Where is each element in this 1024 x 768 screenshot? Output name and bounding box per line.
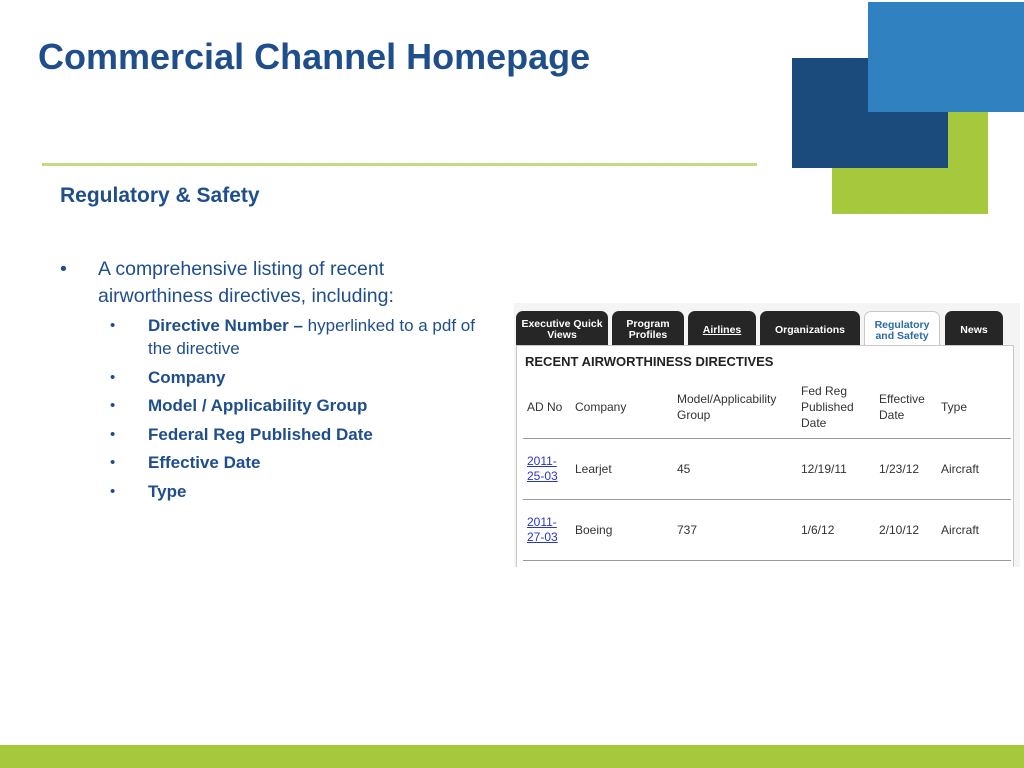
decorative-blue-square [868, 2, 1024, 112]
effective-date-cell: 1/23/12 [875, 439, 937, 500]
fed-reg-date-cell: 12/19/11 [797, 439, 875, 500]
ad-number-link[interactable]: 2011-27-03 [527, 515, 558, 544]
sub-bullet-type [60, 480, 480, 503]
title-divider [42, 163, 757, 166]
bullet-main-text: A comprehensive listing of recent airworthiness directives, including: [98, 258, 394, 307]
tab-organizations[interactable]: Organizations [760, 311, 860, 347]
sub-bullet-model [60, 394, 480, 417]
bullet-list [60, 256, 480, 508]
column-header: Type [937, 376, 1011, 439]
column-header: Effective Date [875, 376, 937, 439]
sub-bullet-bold: Model / Applicability Group [148, 396, 368, 415]
tab-airlines-label[interactable]: Airlines [702, 323, 742, 336]
footer-accent-bar [0, 745, 1024, 768]
directives-table [523, 376, 1011, 561]
column-header: Model/Applicability Group [673, 376, 797, 439]
bullet-dot-icon: • [110, 368, 116, 386]
ad-number-link[interactable]: 2011-25-03 [527, 454, 558, 483]
fed-reg-date-cell: 1/6/12 [797, 500, 875, 561]
column-header: AD No [523, 376, 571, 439]
model-cell: 737 [673, 500, 797, 561]
bullet-dot-icon: • [110, 482, 116, 500]
sub-bullet-effective-date [60, 451, 480, 474]
effective-date-cell: 2/10/12 [875, 500, 937, 561]
bullet-main [60, 256, 480, 310]
table-row [523, 439, 1011, 500]
sub-bullet-rest: hyperlinked to a pdf of the directive [148, 316, 475, 358]
tab-program-profiles[interactable]: Program Profiles [612, 311, 684, 347]
sub-bullet-bold: Federal Reg Published Date [148, 424, 373, 444]
tab-news[interactable]: News [945, 311, 1003, 347]
embedded-screenshot [514, 303, 1020, 567]
sub-bullet-bold: Effective Date [148, 453, 261, 472]
sub-bullet-bold: Directive Number – [148, 316, 303, 335]
tab-bar [514, 311, 1020, 347]
sub-bullet-bold: Type [148, 481, 187, 501]
ad-number-cell [523, 500, 571, 561]
type-cell: Aircraft [937, 500, 1011, 561]
sub-bullet-bold: Company [148, 367, 226, 387]
company-cell: Boeing [571, 500, 673, 561]
directives-panel [516, 345, 1014, 567]
panel-heading: RECENT AIRWORTHINESS DIRECTIVES [525, 354, 774, 369]
model-cell: 45 [673, 439, 797, 500]
bullet-dot-icon: • [110, 397, 116, 414]
bullet-dot-icon: • [110, 317, 116, 334]
tab-airlines[interactable] [688, 311, 756, 347]
slide-subtitle: Regulatory & Safety [60, 184, 260, 207]
column-header: Fed Reg Published Date [797, 376, 875, 439]
column-header: Company [571, 376, 673, 439]
table-header-row [523, 376, 1011, 439]
sub-bullet-company [60, 366, 480, 389]
bullet-sublist [60, 314, 480, 503]
type-cell: Aircraft [937, 439, 1011, 500]
company-cell: Learjet [571, 439, 673, 500]
bullet-dot-icon: • [60, 258, 67, 280]
bullet-dot-icon: • [110, 454, 116, 471]
slide-title: Commercial Channel Homepage [38, 36, 591, 77]
bullet-dot-icon: • [110, 425, 116, 443]
ad-number-cell [523, 439, 571, 500]
sub-bullet-fed-reg [60, 423, 480, 446]
table-row [523, 500, 1011, 561]
sub-bullet-directive-number [60, 314, 480, 360]
tab-executive-quick-views[interactable]: Executive Quick Views [516, 311, 608, 347]
tab-regulatory-and-safety[interactable]: Regulatory and Safety [864, 311, 940, 347]
